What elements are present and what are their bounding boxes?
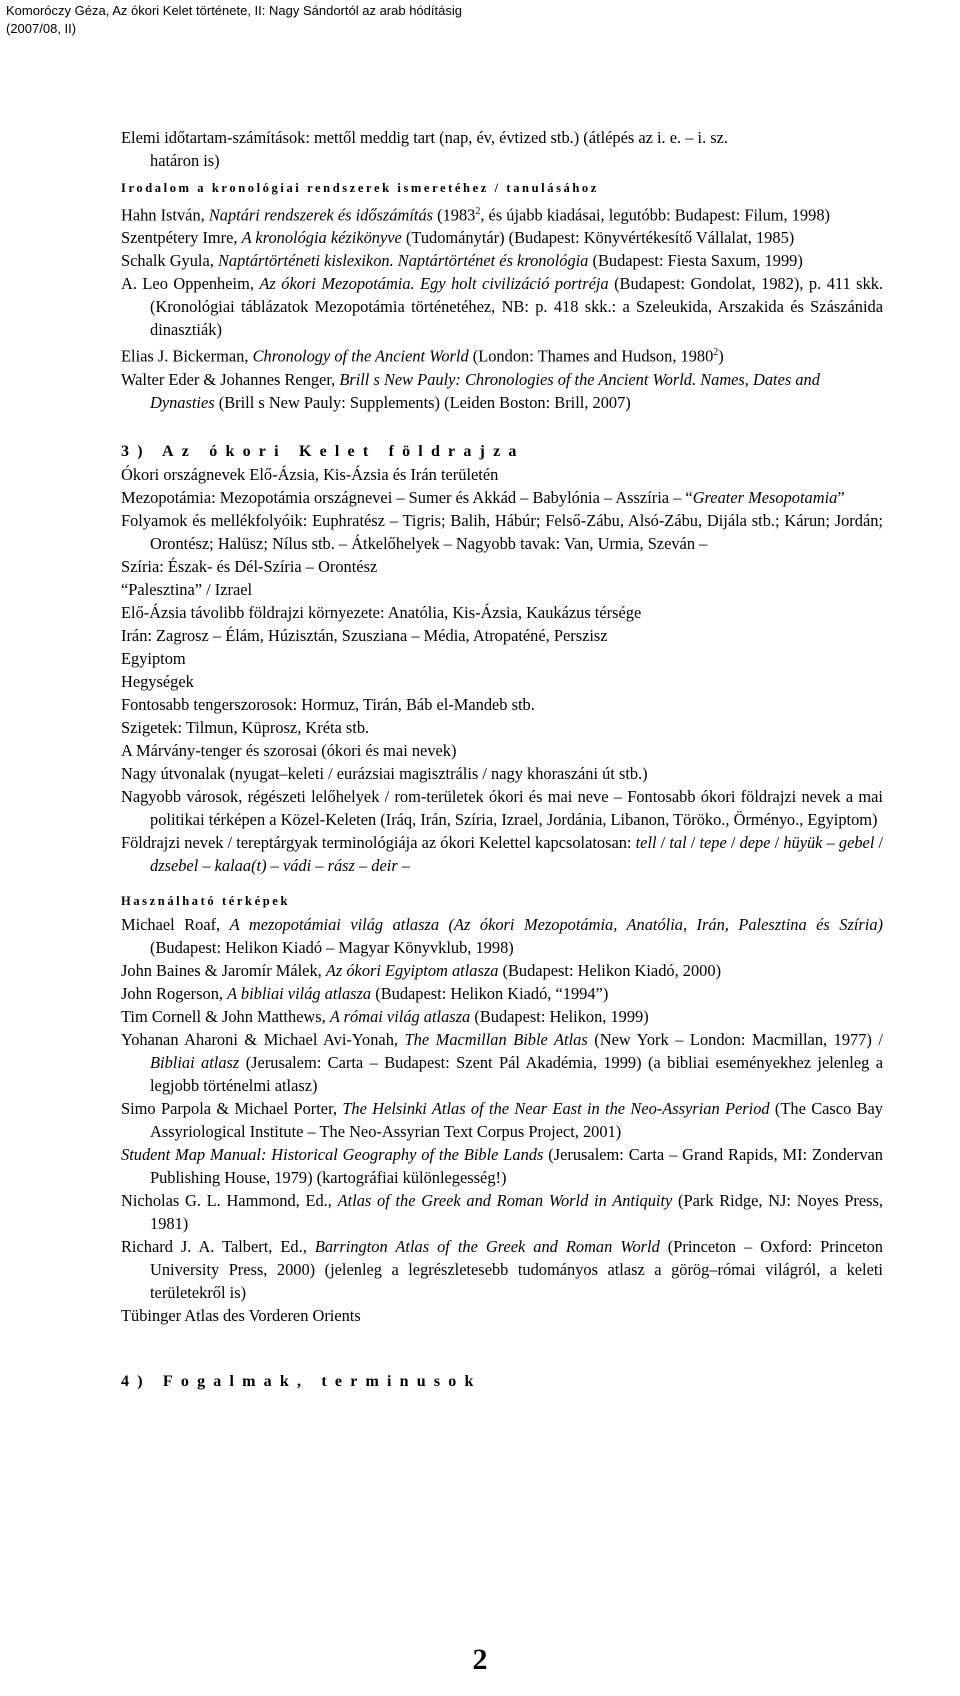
map-entry: John Baines & Jaromír Málek, Az ókori Egyiptom atlasza (Budapest: Helikon Kiadó, 2000) — [121, 960, 722, 980]
geo-item: Nagy útvonalak (nyugat–keleti / eurázsiai magisztrális / nagy khoraszáni út stb.) — [121, 763, 648, 783]
intro-line-1: Elemi időtartam-számítások: mettől meddig tart (nap, év, évtized stb.) (átlépés az i. e. – i. sz. — [121, 128, 729, 147]
intro-paragraph — [121, 126, 883, 172]
geo-item: “Palesztina” / Izrael — [121, 579, 253, 599]
geo-item: Fontosabb tengerszorosok: Hormuz, Tirán, Báb el-Mandeb stb. — [121, 694, 535, 714]
page-number: 2 — [472, 1643, 488, 1676]
map-entry: John Rogerson, A bibliai világ atlasza (Budapest: Helikon Kiadó, “1994”) — [121, 983, 609, 1003]
maps-heading: Használható térképek — [121, 893, 291, 908]
lit-entry: Schalk Gyula, Naptártörténeti kislexikon. Naptártörténet és kronológia (Budapest: Fiesta Saxum, 1999) — [121, 251, 803, 271]
geo-item: Mezopotámia: Mezopotámia országnevei – Sumer és Akkád – Babylónia – Asszíria – “Greater Mesopotamia” — [121, 487, 845, 507]
section-4-heading: 4) Fogalmak, terminusok — [121, 1372, 482, 1390]
document-body — [121, 126, 883, 1393]
geo-item: Szíria: Észak- és Dél-Szíria – Orontész — [121, 556, 378, 576]
intro-line-2: határon is) — [150, 151, 220, 170]
geo-item: Hegységek — [121, 671, 194, 691]
map-entry: Tim Cornell & John Matthews, A római világ atlasza (Budapest: Helikon, 1999) — [121, 1006, 649, 1026]
geo-item: Nagyobb városok, régészeti lelőhelyek / rom-területek ókori és mai neve – Fontosabb ókori földrajzi nevek a mai politikai térképen a Közel-Keleten (Iráq, Irán, Szíria, Izrael, Jordánia, Libanon, Törökо., Örménуо., Egyiptom) — [121, 786, 883, 829]
geo-item: Ókori országnevek Elő-Ázsia, Kis-Ázsia és Irán területén — [121, 464, 499, 484]
map-entry: Yohanan Aharoni & Michael Avi-Yonah, The Macmillan Bible Atlas (New York – London: Macmillan, 1977) / Bibliai atlasz (Jerusalem: Carta – Budapest: Szent Pál Akadémia, 1999) (a bibliai eseményekhez jelenleg a legjobb történelmi atlasz) — [121, 1029, 883, 1095]
geo-item: Elő-Ázsia távolibb földrajzi környezete: Anatólia, Kis-Ázsia, Kaukázus térsége — [121, 602, 642, 622]
geo-item: Irán: Zagrosz – Élám, Húzisztán, Szusziana – Média, Atropaténé, Perszisz — [121, 625, 608, 645]
header-date: (2007/08, II) — [6, 21, 77, 36]
map-entry: Richard J. A. Talbert, Ed., Barrington Atlas of the Greek and Roman World (Princeton – Oxford: Princeton University Press, 2000) (jelenleg a legrészletesebb tudományos atlasz a görög–római világról, a keleti területekről is) — [121, 1236, 883, 1302]
page-header — [6, 2, 462, 38]
map-entry: Student Map Manual: Historical Geography of the Bible Lands (Jerusalem: Carta – Grand Rapids, MI: Zondervan Publishing House, 1979) (kartográfiai különlegesség!) — [121, 1144, 883, 1187]
lit-entry: Szentpétery Imre, A kronológia kézikönyve (Tudománytár) (Budapest: Könyvértékesítő Vállalat, 1985) — [121, 228, 795, 248]
lit-entry: Hahn István, Naptári rendszerek és időszámítás (1983$^2$, és újabb kiadásai, legutóbb: Budapest: Filum, 1998) — [121, 205, 830, 225]
geo-item: Szigetek: Tilmun, Küprosz, Kréta stb. — [121, 717, 370, 737]
literature-heading: Irodalom a kronológiai rendszerek ismeretéhez / tanulásához — [121, 181, 599, 195]
lit-entry: A. Leo Oppenheim, Az ókori Mezopotámia. Egy holt civilizáció portréja (Budapest: Gondolat, 1982), p. 411 skk. (Kronológiai táblázatok Mezopotámia történetéhez, NB: p. 418 skk.: a Szeleukida, Arszakida és Szászánida dinasztiák) — [121, 274, 884, 340]
section-3-heading: 3) Az ókori Kelet földrajza — [121, 442, 525, 460]
lit-entry: Walter Eder & Johannes Renger, Brill s New Pauly: Chronologies of the Ancient World. Names, Dates and Dynasties (Brill s New Pauly: Supplements) (Leiden Boston: Brill, 2007) — [121, 369, 820, 412]
map-entry: Nicholas G. L. Hammond, Ed., Atlas of the Greek and Roman World in Antiquity (Park Ridge, NJ: Noyes Press, 1981) — [121, 1190, 883, 1233]
map-entry: Simo Parpola & Michael Porter, The Helsinki Atlas of the Near East in the Neo-Assyrian Period (The Casco Bay Assyriological Institute – The Neo-Assyrian Text Corpus Project, 2001) — [121, 1098, 883, 1141]
lit-entry: Elias J. Bickerman, Chronology of the Ancient World (London: Thames and Hudson, 1980$^2$) — [121, 346, 724, 366]
geo-item: A Márvány-tenger és szorosai (ókori és mai nevek) — [121, 740, 457, 760]
geo-item: Folyamok és mellékfolyóik: Euphratész – Tigris; Balih, Hábúr; Felső-Zábu, Alsó-Zábu, Dijála stb.; Kárun; Jordán; Orontész; Halüsz; Nílus stb. – Átkelőhelyek – Nagyobb tavak: Van, Urmia, Szeván – — [121, 510, 883, 553]
map-entry: Tübinger Atlas des Vorderen Orients — [121, 1305, 361, 1325]
header-title: Komoróczy Géza, Az ókori Kelet története, II: Nagy Sándortól az arab hódításig — [6, 3, 462, 18]
map-entry: Michael Roaf, A mezopotámiai világ atlasza (Az ókori Mezopotámia, Anatólia, Irán, Palesztina és Szíria) (Budapest: Helikon Kiadó – Magyar Könyvklub, 1998) — [121, 914, 883, 957]
geo-item: Egyiptom — [121, 648, 186, 668]
geo-item: Földrajzi nevek / tereptárgyak terminológiája az ókori Kelettel kapcsolatosan: tell / tal / tepe / depe / hüyük – gebel / dzsebel – kalaa(t) – vádi – rász – deir – — [121, 832, 884, 875]
